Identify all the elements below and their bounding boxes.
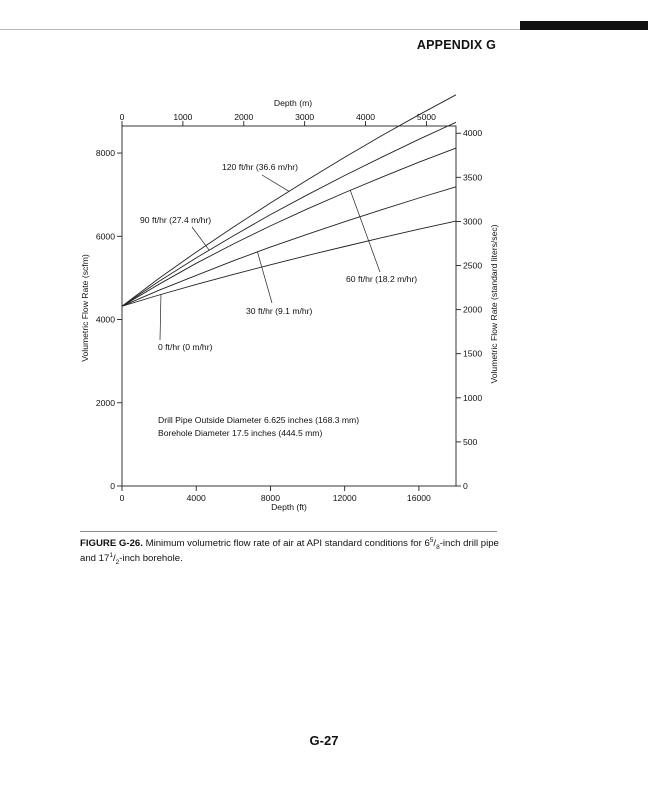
y-right-tick-label: 1000 <box>463 392 483 403</box>
x-tick-label: 16000 <box>406 493 431 503</box>
caption-frac-den: 8 <box>436 543 440 551</box>
series-label-leader <box>262 175 289 191</box>
x-top-axis-title: Depth (m) <box>273 98 313 108</box>
caption-text-before: Minimum volumetric flow rate of air at API standard conditions for 6 <box>145 538 430 549</box>
y-right-tick-label: 500 <box>463 436 478 447</box>
x-tick-label: 0 <box>119 493 125 503</box>
y-tick-label: 6000 <box>95 231 115 242</box>
x-axis-title: Depth (ft) <box>271 502 307 512</box>
series-line-0 <box>122 221 456 306</box>
series-label-leader <box>257 252 272 303</box>
chart-annotation: Drill Pipe Outside Diameter 6.625 inches (168.3 mm) <box>158 415 360 425</box>
caption-text-middle: -inch drill pipe and 17 <box>80 538 499 564</box>
x-tick-label: 8000 <box>260 493 281 503</box>
y-right-tick-label: 2000 <box>463 304 483 315</box>
series-label: 120 ft/hr (36.6 m/hr) <box>222 162 298 172</box>
series-label-leader <box>350 190 380 272</box>
y-tick-label: 8000 <box>95 148 115 159</box>
y-right-tick-label: 3000 <box>463 216 483 227</box>
series-label: 0 ft/hr (0 m/hr) <box>158 342 213 352</box>
x-top-tick-label: 2000 <box>234 112 254 122</box>
series-label: 60 ft/hr (18.2 m/hr) <box>346 274 418 284</box>
series-label-leader <box>192 227 209 250</box>
y-tick-label: 2000 <box>95 397 115 408</box>
page-number: G-27 <box>309 733 339 748</box>
x-tick-label: 4000 <box>186 493 206 503</box>
caption-hole-frac-den: 2 <box>115 558 120 566</box>
x-top-tick-label: 0 <box>119 112 125 122</box>
caption-frac-num: 5 <box>429 536 434 544</box>
y-right-tick-label: 3500 <box>463 172 483 183</box>
caption-text-after: -inch borehole. <box>119 553 183 564</box>
figure-caption: FIGURE G-26. Minimum volumetric flow rate of air at API standard conditions for $6^5/_8$-inch drill pipe and $17^1/_2$-inch borehole. <box>80 536 499 566</box>
series-label: 30 ft/hr (9.1 m/hr) <box>246 306 313 316</box>
page-header-title: APPENDIX G <box>416 38 496 52</box>
series-label: 90 ft/hr (27.4 m/hr) <box>140 215 212 225</box>
caption-rule <box>80 531 497 532</box>
chart-annotation: Borehole Diameter 17.5 inches (444.5 mm) <box>158 428 323 438</box>
y-tick-label: 4000 <box>95 314 115 325</box>
y-right-tick-label: 2500 <box>463 260 483 271</box>
x-top-tick-label: 3000 <box>295 112 315 122</box>
y-right-tick-label: 4000 <box>463 128 483 139</box>
x-tick-label: 12000 <box>332 493 357 503</box>
y-right-tick-label: 0 <box>463 481 468 491</box>
y-axis-title: Volumetric Flow Rate (scfm) <box>80 254 90 362</box>
series-label-leader <box>160 294 161 340</box>
figure-label: FIGURE G-26. <box>80 538 143 549</box>
caption-hole-frac-num: 1 <box>109 551 113 559</box>
x-top-tick-label: 5000 <box>416 112 436 122</box>
y-right-tick-label: 1500 <box>463 348 483 359</box>
y-tick-label: 0 <box>110 481 115 491</box>
y-right-axis-title: Volumetric Flow Rate (standard liters/sec) <box>489 224 499 384</box>
x-top-tick-label: 4000 <box>355 112 376 122</box>
x-top-tick-label: 1000 <box>173 112 193 122</box>
